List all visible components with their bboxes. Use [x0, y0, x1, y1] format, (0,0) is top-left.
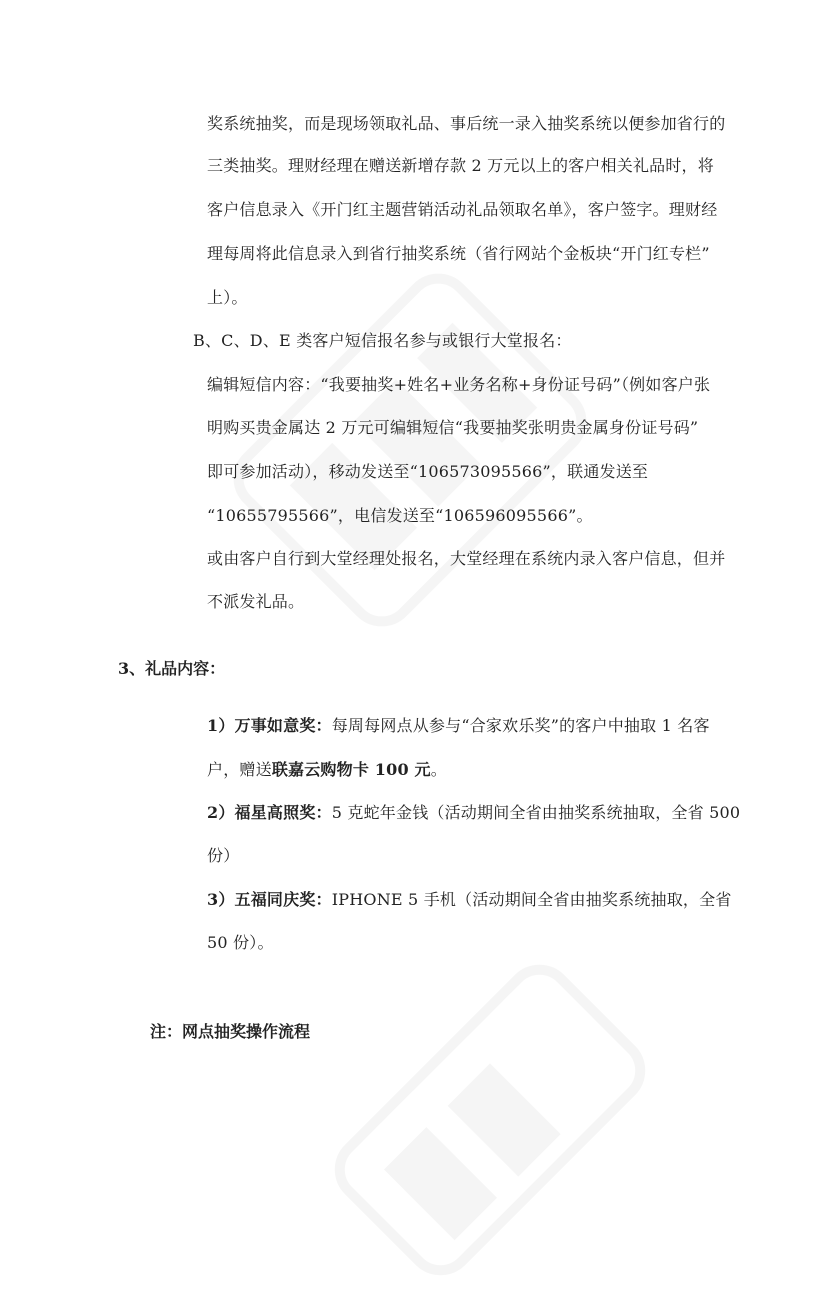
sms-line-2: 明购买贵金属达 2 万元可编辑短信“我要抽奖张明贵金属身份证号码” [207, 418, 699, 437]
prize-2-line-1 [207, 802, 740, 824]
prize-3-label: 3）五福同庆奖： [207, 890, 332, 909]
paragraph-a-line-5: 上）。 [207, 288, 248, 307]
lobby-line-2: 不派发礼品。 [207, 592, 305, 611]
sms-line-4: “10655795566”，电信发送至“106596095566”。 [207, 506, 593, 525]
prize-1-line-2 [207, 759, 447, 781]
sms-line-1: 编辑短信内容：“我要抽奖+姓名+业务名称+身份证号码”（例如客户张 [207, 375, 711, 394]
prize-1-prefix: 户，赠送 [207, 760, 272, 779]
paragraph-a-line-1: 奖系统抽奖，而是现场领取礼品、事后统一录入抽奖系统以便参加省行的 [207, 114, 726, 133]
paragraph-b-heading: B、C、D、E 类客户短信报名参与或银行大堂报名： [193, 331, 572, 350]
section-3-heading: 3、礼品内容： [118, 659, 226, 678]
prize-1-line-1 [207, 715, 710, 737]
paragraph-a-line-3: 客户信息录入《开门红主题营销活动礼品领取名单》，客户签字。理财经 [207, 200, 718, 219]
watermark-stamp-icon [299, 929, 681, 1311]
prize-3-line-1 [207, 889, 732, 911]
prize-3-line-2: 50 份）。 [207, 933, 274, 952]
prize-1-label: 1）万事如意奖： [207, 716, 332, 735]
paragraph-a-line-2: 三类抽奖。理财经理在赠送新增存款 2 万元以上的客户相关礼品时，将 [207, 156, 714, 175]
prize-2-line-2: 份） [207, 846, 240, 865]
prize-3-text: IPHONE 5 手机（活动期间全省由抽奖系统抽取，全省 [331, 890, 732, 909]
prize-2-label: 2）福星高照奖： [207, 803, 332, 822]
lobby-line-1: 或由客户自行到大堂经理处报名，大堂经理在系统内录入客户信息，但并 [207, 549, 726, 568]
paragraph-a-line-4: 理每周将此信息录入到省行抽奖系统（省行网站个金板块“开门红专栏” [207, 244, 710, 263]
prize-1-text: 每周每网点从参与“合家欢乐奖”的客户中抽取 1 名客 [331, 716, 710, 735]
prize-1-gift: 联嘉云购物卡 100 元 [271, 760, 431, 779]
note-heading: 注：网点抽奖操作流程 [150, 1022, 311, 1041]
sms-line-3: 即可参加活动），移动发送至“106573095566”，联通发送至 [207, 462, 649, 481]
prize-1-suffix: 。 [430, 760, 447, 779]
prize-2-text: 5 克蛇年金钱（活动期间全省由抽奖系统抽取，全省 500 [331, 803, 741, 822]
